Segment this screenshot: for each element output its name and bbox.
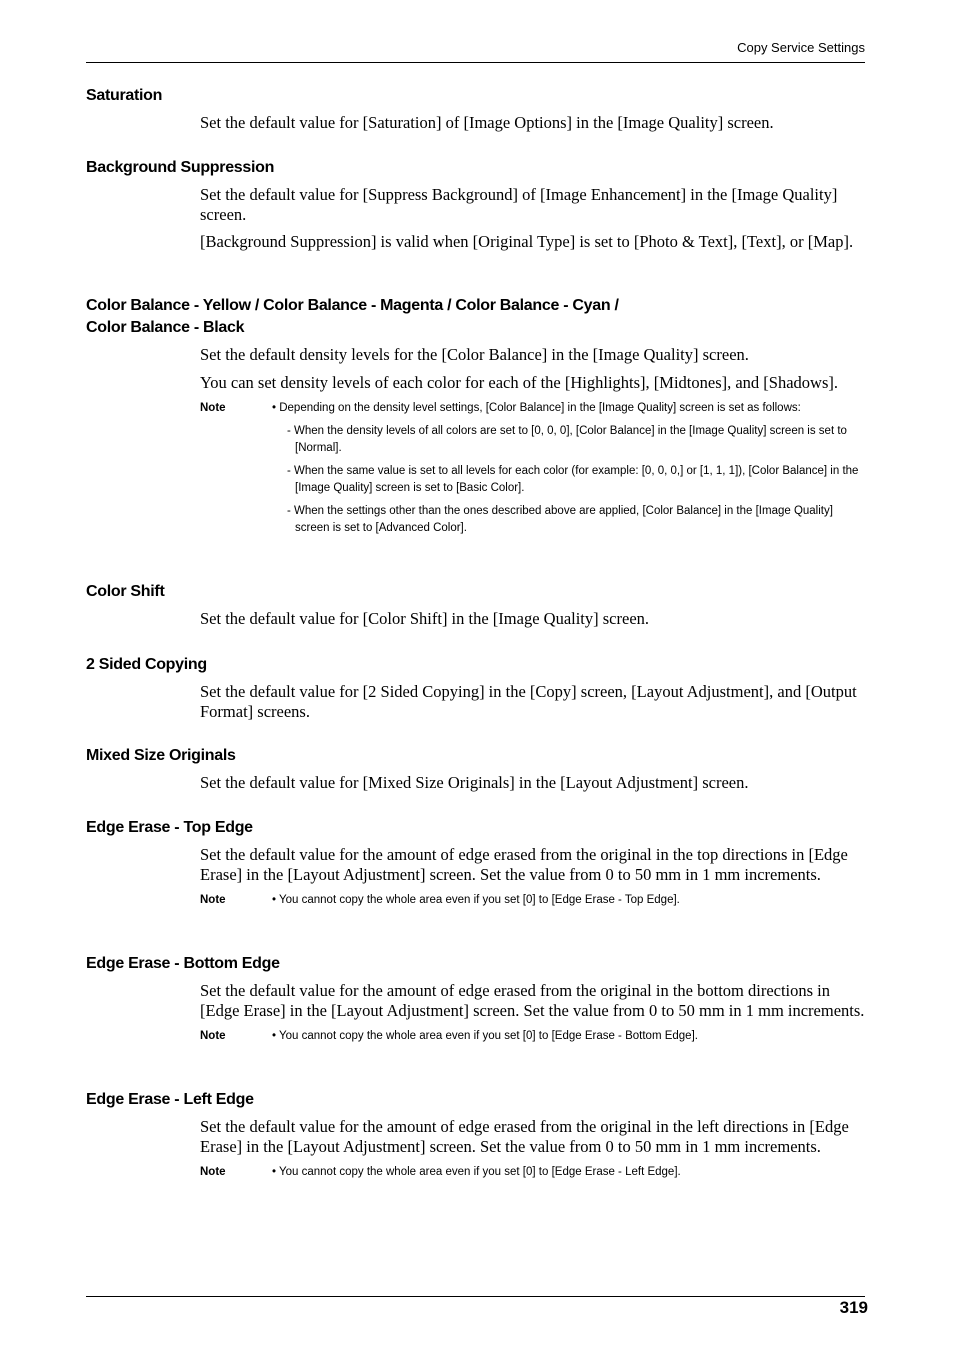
section-heading: Color Shift — [86, 583, 165, 600]
section-edge-erase-top — [86, 817, 866, 909]
section-paragraph: Set the default density levels for the [Color Balance] in the [Image Quality] screen. — [200, 345, 749, 364]
section-paragraph: [Background Suppression] is valid when [Original Type] is set to [Photo & Text], [Text], or [Map]. — [200, 232, 854, 251]
note-block — [200, 1028, 866, 1045]
section-paragraph: Set the default value for [Saturation] of [Image Options] in the [Image Quality] screen. — [200, 113, 774, 132]
page-number: 319 — [839, 1298, 868, 1317]
note-bullet: • You cannot copy the whole area even if you set [0] to [Edge Erase - Bottom Edge]. — [272, 1030, 698, 1042]
header-title: Copy Service Settings — [737, 40, 865, 55]
section-heading: Saturation — [86, 87, 163, 104]
header-rule — [86, 62, 865, 63]
section-color-shift — [86, 581, 866, 629]
section-paragraph: Set the default value for [Color Shift] in the [Image Quality] screen. — [200, 609, 650, 628]
note-sub-item: - When the same value is set to all levels for each color (for example: [0, 0, 0,] or [1, 1, 1]), [Color Balance] in the [Image Quality] screen is set to [Basic Color]. — [287, 465, 859, 494]
section-heading — [86, 295, 866, 339]
note-bullet: • Depending on the density level settings, [Color Balance] in the [Image Quality] screen is set as follows: — [272, 402, 801, 414]
section-paragraph: Set the default value for the amount of edge erased from the original in the left directions in [Edge Erase] in the [Layout Adjustment] screen. Set the value from 0 to 50 mm in 1 mm increments. — [200, 1117, 849, 1156]
section-background-suppression — [86, 157, 866, 252]
section-2-sided-copying — [86, 654, 866, 721]
section-edge-erase-left — [86, 1089, 866, 1181]
note-sub-item: - When the density levels of all colors are set to [0, 0, 0], [Color Balance] in the [Image Quality] screen is set to [Normal]. — [287, 425, 847, 454]
section-heading: Edge Erase - Left Edge — [86, 1091, 254, 1108]
section-mixed-size-originals — [86, 745, 866, 793]
note-block — [200, 892, 866, 909]
note-label: Note — [200, 402, 226, 414]
section-heading: Edge Erase - Top Edge — [86, 819, 253, 836]
footer-rule — [86, 1296, 865, 1297]
note-sub-item: - When the settings other than the ones described above are applied, [Color Balance] in the [Image Quality] screen is set to [Advanced Color]. — [287, 505, 833, 534]
note-body — [272, 400, 866, 537]
note-body — [272, 892, 866, 909]
note-bullet: • You cannot copy the whole area even if you set [0] to [Edge Erase - Top Edge]. — [272, 894, 680, 906]
section-paragraph: Set the default value for the amount of edge erased from the original in the bottom directions in [Edge Erase] in the [Layout Adjustment] screen. Set the value from 0 to 50 mm in 1 mm increments. — [200, 981, 865, 1020]
note-label: Note — [200, 894, 226, 906]
section-paragraph: Set the default value for [2 Sided Copying] in the [Copy] screen, [Layout Adjustment], and [Output Format] screens. — [200, 682, 857, 721]
note-bullet: • You cannot copy the whole area even if you set [0] to [Edge Erase - Left Edge]. — [272, 1166, 681, 1178]
section-heading-line: Color Balance - Yellow / Color Balance - Magenta / Color Balance - Cyan / — [86, 297, 619, 314]
section-heading: Mixed Size Originals — [86, 747, 236, 764]
section-color-balance — [86, 295, 866, 537]
note-block — [200, 400, 866, 537]
note-label: Note — [200, 1166, 226, 1178]
section-heading-line: Color Balance - Black — [86, 319, 245, 336]
section-heading: Background Suppression — [86, 159, 275, 176]
note-label: Note — [200, 1030, 226, 1042]
note-body — [272, 1164, 866, 1181]
note-body — [272, 1028, 866, 1045]
section-edge-erase-bottom — [86, 953, 866, 1045]
section-paragraph: You can set density levels of each color for each of the [Highlights], [Midtones], and [Shadows]. — [200, 372, 839, 392]
section-saturation — [86, 85, 866, 133]
section-paragraph: Set the default value for [Suppress Background] of [Image Enhancement] in the [Image Quality] screen. — [200, 185, 838, 224]
section-heading: 2 Sided Copying — [86, 656, 207, 673]
section-paragraph: Set the default value for the amount of edge erased from the original in the top directions in [Edge Erase] in the [Layout Adjustment] screen. Set the value from 0 to 50 mm in 1 mm increments. — [200, 845, 848, 884]
section-heading: Edge Erase - Bottom Edge — [86, 955, 280, 972]
section-paragraph: Set the default value for [Mixed Size Originals] in the [Layout Adjustment] screen. — [200, 773, 749, 792]
note-block — [200, 1164, 866, 1181]
